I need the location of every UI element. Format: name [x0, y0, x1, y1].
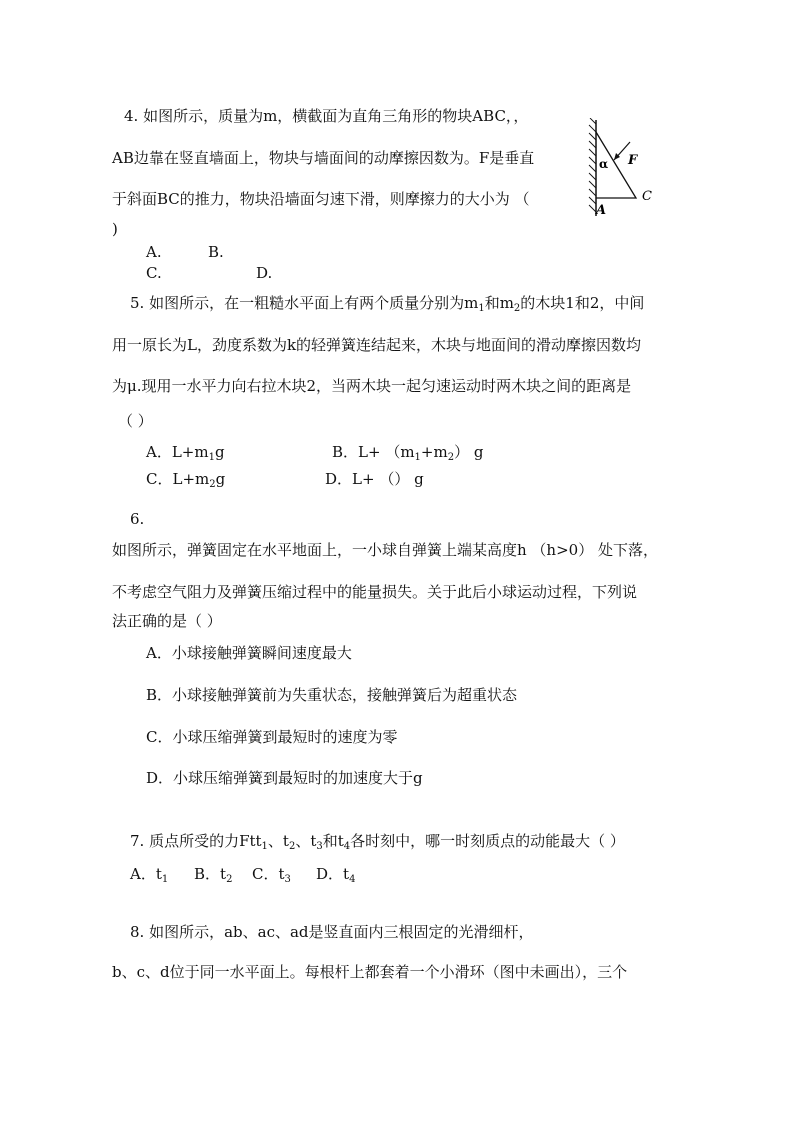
q6-number: 6. — [130, 510, 145, 528]
wedge-figure — [582, 118, 672, 218]
q6-option-b: B．小球接触弹簧前为失重状态，接触弹簧后为超重状态 — [146, 686, 518, 704]
q7-option-c — [252, 864, 291, 890]
q4-option-d: D. — [256, 264, 273, 282]
q7-text-d: 和t — [322, 832, 344, 850]
q5-line-3: 为μ.现用一水平力向右拉木块2，当两木块一起匀速运动时两木块之间的距离是 — [112, 377, 632, 395]
q4-option-c: C. — [146, 264, 162, 282]
q5-option-c-post: g — [215, 470, 226, 488]
q5-sub-1: 1 — [478, 303, 485, 314]
q7-option-b-sub: 2 — [226, 874, 233, 885]
q7-option-b — [194, 864, 232, 890]
q5-option-c — [146, 469, 225, 495]
q5-option-b-mid: +m — [420, 443, 448, 461]
q5-option-b-sub1: 1 — [414, 452, 421, 463]
q5-option-a-post: g — [214, 443, 225, 461]
q7-sub-1: 1 — [261, 841, 268, 852]
q5-line-4: （ ） — [118, 412, 153, 430]
q6-line-2: 不考虑空气阻力及弹簧压缩过程中的能量损失。关于此后小球运动过程，下列说 — [112, 583, 638, 601]
q7-option-d-sub: 4 — [349, 874, 356, 885]
q5-option-d: D．L+ （） g — [325, 470, 424, 488]
q5-option-b-sub2: 2 — [447, 452, 455, 463]
q4-line-1: 4. 如图所示，质量为m，横截面为直角三角形的物块ABC，， — [124, 107, 529, 125]
q5-line-1-b: 和m — [484, 294, 514, 312]
q7-option-a-text: A．t — [130, 865, 162, 883]
q7-line-1 — [130, 831, 625, 857]
q8-line-2: b、c、d位于同一水平面上。每根杆上都套着一个小滑环（图中未画出），三个 — [112, 963, 628, 981]
q7-option-c-text: C．t — [252, 865, 285, 883]
q5-option-c-sub: 2 — [209, 479, 216, 490]
q7-sub-2: 2 — [288, 841, 296, 852]
q8-line-1: 8. 如图所示，ab、ac、ad是竖直面内三根固定的光滑细杆， — [130, 923, 534, 941]
wall-hatching — [589, 118, 596, 212]
q4-option-b: B. — [208, 243, 224, 261]
q4-line-3: 于斜面BC的推力，物块沿墙面匀速下滑，则摩擦力的大小为 （ — [112, 190, 530, 208]
q5-line-1-a: 5. 如图所示，在一粗糙水平面上有两个质量分别为m — [130, 294, 479, 312]
wedge-diagram — [582, 118, 672, 218]
q4-option-a: A. — [146, 243, 162, 261]
q7-option-a — [130, 864, 168, 890]
q5-option-b — [332, 442, 483, 468]
q4-line-2: AB边靠在竖直墙面上，物块与墙面间的动摩擦因数为。F是垂直 — [112, 149, 535, 167]
q5-line-1 — [130, 293, 644, 319]
q7-option-a-sub: 1 — [161, 874, 169, 885]
q5-option-c-text: C．L+m — [146, 470, 210, 488]
q7-option-d-text: D．t — [316, 865, 350, 883]
q6-line-1: 如图所示，弹簧固定在水平地面上，一小球自弹簧上端某高度h （h>0） 处下落， — [112, 541, 658, 559]
q7-text-c: 、t — [295, 832, 317, 850]
q7-sub-4: 4 — [343, 841, 351, 852]
q7-text-a: 7. 质点所受的力Ftt — [130, 832, 262, 850]
q7-option-b-text: B．t — [194, 865, 227, 883]
vertex-a-label: A — [596, 203, 607, 218]
q5-option-b-post: ） g — [454, 443, 484, 461]
q5-line-2: 用一原长为L，劲度系数为k的轻弹簧连结起来，木块与地面间的滑动摩擦因数均 — [112, 336, 642, 354]
q4-line-4: ) — [112, 220, 118, 238]
vertex-c-label: C — [642, 189, 652, 204]
q6-option-a: A．小球接触弹簧瞬间速度最大 — [146, 644, 352, 662]
q5-option-a-text: A．L+m — [146, 443, 209, 461]
q6-option-c: C．小球压缩弹簧到最短时的速度为零 — [146, 728, 398, 746]
force-label: F — [628, 153, 638, 168]
q5-option-a-sub: 1 — [208, 452, 215, 463]
q6-option-d: D．小球压缩弹簧到最短时的加速度大于g — [146, 769, 423, 787]
q5-line-1-c: 的木块1和2，中间 — [520, 294, 645, 312]
q7-text-e: 各时刻中，哪一时刻质点的动能最大（ ） — [350, 832, 625, 850]
q5-sub-2: 2 — [513, 303, 521, 314]
q7-option-d — [316, 864, 355, 890]
q5-option-a — [146, 442, 225, 468]
q6-line-3: 法正确的是（ ） — [112, 612, 222, 630]
alpha-label: α — [599, 157, 609, 171]
q7-sub-3: 3 — [316, 841, 323, 852]
q7-option-c-sub: 3 — [284, 874, 291, 885]
q7-text-b: 、t — [267, 832, 289, 850]
q5-option-b-text: B．L+ （m — [332, 443, 415, 461]
